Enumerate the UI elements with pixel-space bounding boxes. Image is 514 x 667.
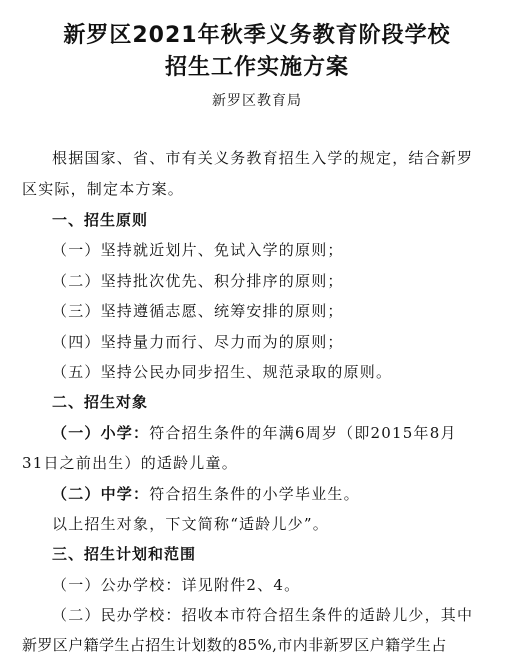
principle-item: （三）坚持遵循志愿、统筹安排的原则； [52, 302, 344, 320]
principle-item: （二）坚持批次优先、积分排序的原则； [52, 272, 344, 290]
target-note: 以上招生对象，下文简称“适龄儿少”。 [52, 515, 329, 533]
principle-item: （一）坚持就近划片、免试入学的原则； [52, 241, 344, 259]
document-title-line1: 新罗区2021年秋季义务教育阶段学校 [63, 23, 451, 48]
middle-school-label: （二）中学： [52, 485, 150, 503]
section-heading-plan: 三、招生计划和范围 [52, 545, 197, 563]
plan-item-public: （一）公办学校：详见附件2、4。 [52, 576, 301, 594]
primary-school-text: 符合招生条件的年满6周岁（即2015年8月 [149, 424, 457, 442]
primary-school-line1 [52, 422, 457, 443]
plan-item-private-line2: 新罗区户籍学生占招生计划数的85%,市内非新罗区户籍学生占 [22, 636, 447, 654]
intro-paragraph-line1: 根据国家、省、市有关义务教育招生入学的规定，结合新罗 [52, 149, 474, 167]
primary-school-line2: 31日之前出生）的适龄儿童。 [22, 454, 238, 472]
principle-item: （四）坚持量力而行、尽力而为的原则； [52, 333, 344, 351]
middle-school-line [52, 483, 360, 504]
middle-school-text: 符合招生条件的小学毕业生。 [149, 485, 360, 503]
section-heading-targets: 二、招生对象 [52, 393, 149, 411]
section-heading-principles: 一、招生原则 [52, 211, 149, 229]
intro-paragraph-line2: 区实际，制定本方案。 [22, 180, 185, 198]
plan-item-private-line1: （二）民办学校：招收本市符合招生条件的适龄儿少，其中 [52, 606, 474, 624]
primary-school-label: （一）小学： [52, 424, 150, 442]
issuing-organization: 新罗区教育局 [212, 93, 302, 109]
principle-item: （五）坚持公民办同步招生、规范录取的原则。 [52, 363, 393, 381]
document-title-line2: 招生工作实施方案 [164, 55, 349, 80]
